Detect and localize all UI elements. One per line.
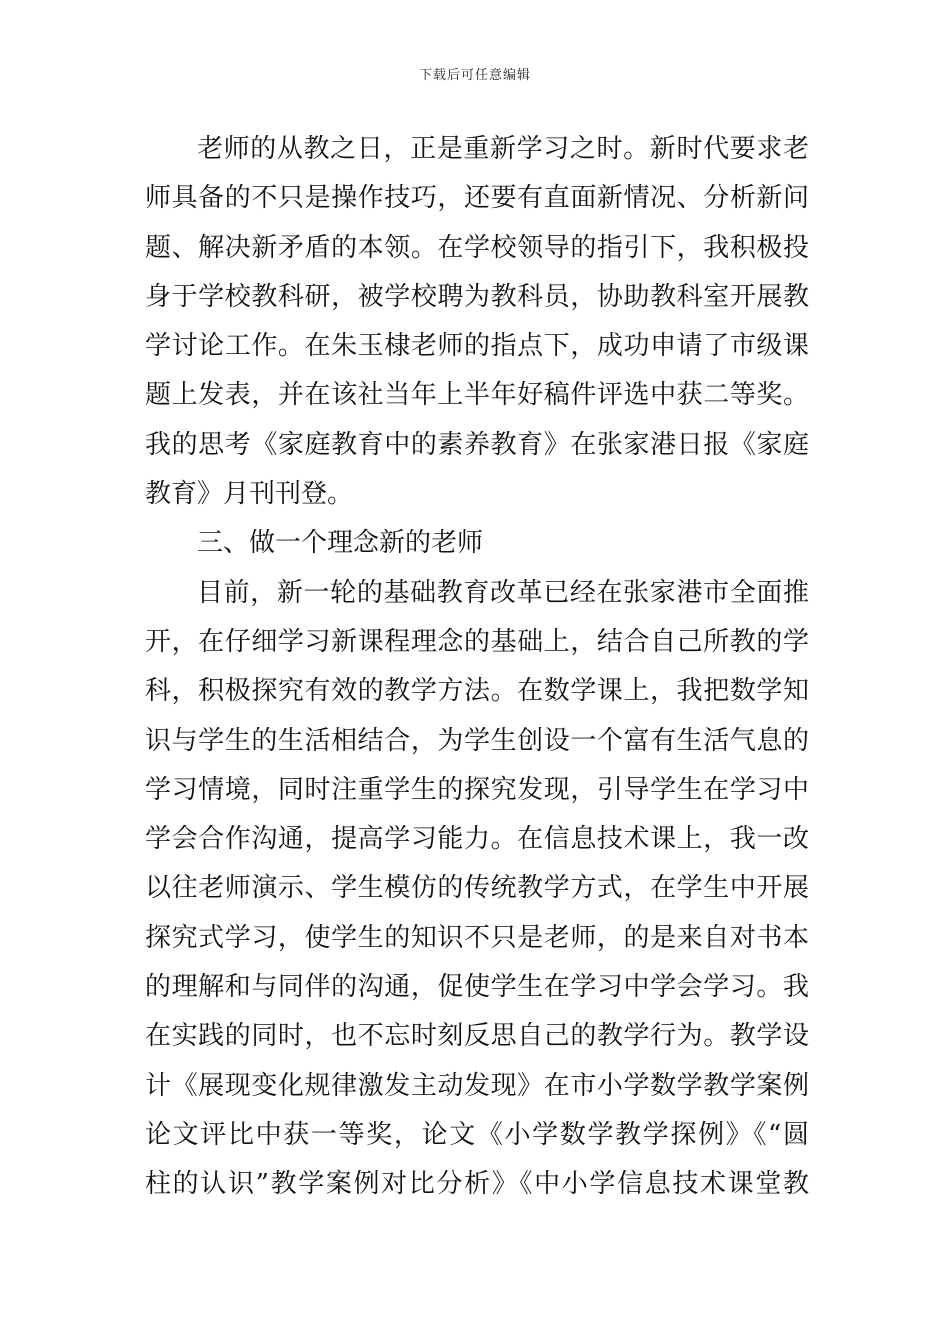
text-line: 计《展现变化规律激发主动发现》在市小学数学教学案例	[145, 1070, 809, 1101]
text-line: 在实践的同时，也不忘时刻反思自己的教学行为。教学设	[145, 1021, 809, 1052]
text-line: 探究式学习，使学生的知识不只是老师，的是来自对书本	[145, 922, 809, 953]
text-line: 学习情境，同时注重学生的探究发现，引导学生在学习中	[145, 774, 809, 805]
text-line: 我的思考《家庭教育中的素养教育》在张家港日报《家庭	[145, 429, 809, 460]
text-line: 教育》月刊刊登。	[145, 479, 354, 510]
header-note: 下载后可任意编辑	[418, 68, 531, 83]
text-line: 识与学生的生活相结合，为学生创设一个富有生活气息的	[145, 725, 809, 756]
text-line: 科，积极探究有效的教学方法。在数学课上，我把数学知	[145, 676, 809, 707]
text-line: 论文评比中获一等奖，论文《小学数学教学探例》《“圆	[145, 1119, 809, 1150]
text-line: 师具备的不只是操作技巧，还要有直面新情况、分析新问	[145, 183, 809, 214]
text-line: 身于学校教科研，被学校聘为教科员，协助教科室开展教	[145, 281, 809, 312]
text-line: 题上发表，并在该社当年上半年好稿件评选中获二等奖。	[145, 380, 809, 411]
text-line: 学讨论工作。在朱玉棣老师的指点下，成功申请了市级课	[145, 331, 809, 362]
text-line: 以往老师演示、学生模仿的传统教学方式，在学生中开展	[145, 873, 809, 904]
text-line: 题、解决新矛盾的本领。在学校领导的指引下，我积极投	[145, 232, 809, 263]
text-line: 开，在仔细学习新课程理念的基础上，结合自己所教的学	[145, 626, 809, 657]
text-line: 目前，新一轮的基础教育改革已经在张家港市全面推	[197, 577, 809, 608]
text-line: 柱的认识”教学案例对比分析》《中小学信息技术课堂教	[145, 1169, 809, 1200]
text-line: 老师的从教之日，正是重新学习之时。新时代要求老	[197, 134, 809, 164]
text-line: 学会合作沟通，提高学习能力。在信息技术课上，我一改	[145, 824, 809, 855]
text-line: 的理解和与同伴的沟通，促使学生在学习中学会学习。我	[145, 972, 809, 1003]
body-text	[145, 125, 809, 1210]
section-heading: 三、做一个理念新的老师	[197, 528, 484, 559]
